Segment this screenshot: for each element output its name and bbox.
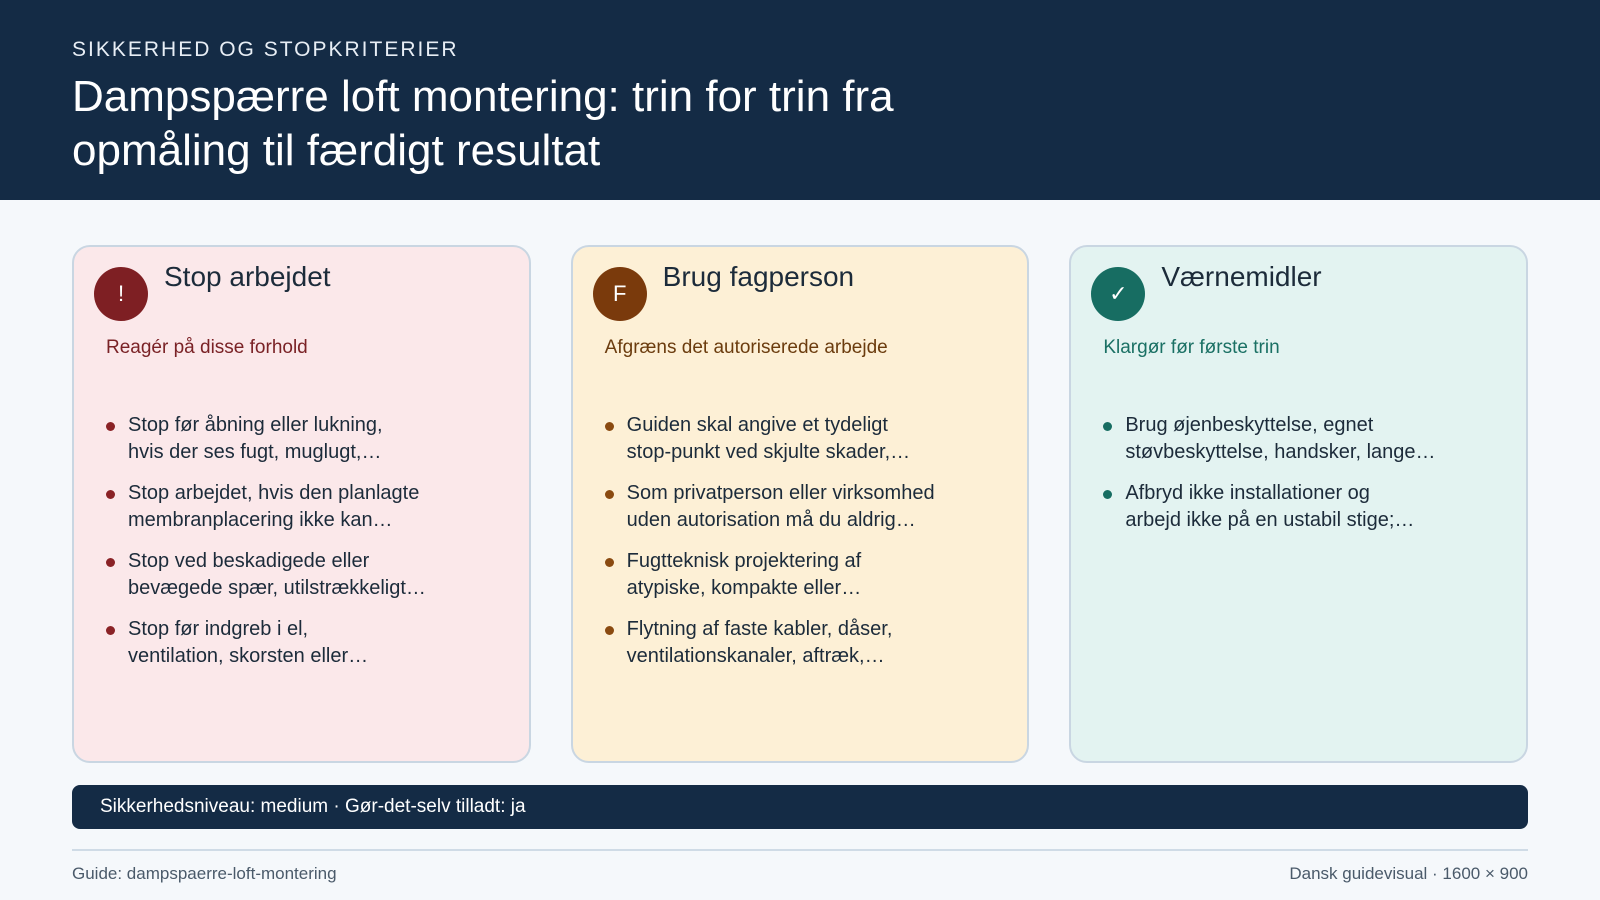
- list-item: [106, 412, 505, 466]
- list-item-line: Som privatperson eller virksomhed: [626, 482, 935, 504]
- letter-f-icon: F: [593, 267, 647, 321]
- card-subtitle: Reagér på disse forhold: [106, 337, 308, 358]
- bullet-dot-icon: [605, 490, 614, 499]
- bullet-dot-icon: [605, 558, 614, 567]
- cards-row: [72, 245, 1528, 763]
- list-item: [605, 480, 1004, 534]
- list-item-line: membranplacering ikke kan…: [128, 509, 393, 531]
- list-item-line: Guiden skal angive et tydeligt: [626, 414, 888, 436]
- card-subtitle: Klargør før første trin: [1103, 337, 1280, 358]
- list-item: [106, 480, 505, 534]
- checkmark-icon: ✓: [1091, 267, 1145, 321]
- bullet-dot-icon: [106, 422, 115, 431]
- list-item-line: Stop før åbning eller lukning,: [128, 414, 383, 436]
- list-item-line: Afbryd ikke installationer og: [1125, 482, 1370, 504]
- list-item: [106, 548, 505, 602]
- page-title: [72, 70, 972, 178]
- list-item-line: Stop ved beskadigede eller: [128, 550, 370, 572]
- bullet-dot-icon: [106, 490, 115, 499]
- footer-divider: [72, 849, 1528, 851]
- bullet-dot-icon: [605, 626, 614, 635]
- list-item: [1103, 412, 1502, 466]
- list-item-line: bevægede spær, utilstrækkeligt…: [128, 577, 426, 599]
- card-protective-equipment: [1069, 245, 1528, 763]
- list-item-line: støvbeskyttelse, handsker, lange…: [1125, 441, 1436, 463]
- header-banner: [0, 0, 1600, 200]
- list-item-line: Fugtteknisk projektering af: [626, 550, 862, 572]
- card-title: Stop arbejdet: [164, 261, 331, 292]
- page-title-line-1: Dampspærre loft montering: trin for trin fra: [72, 72, 894, 121]
- list-item-line: stop-punkt ved skjulte skader,…: [626, 441, 911, 463]
- bullet-list: [1103, 412, 1502, 548]
- footer-meta-label: Dansk guidevisual · 1600 × 900: [1289, 864, 1528, 883]
- bullet-dot-icon: [605, 422, 614, 431]
- list-item: [1103, 480, 1502, 534]
- list-item: [605, 616, 1004, 670]
- list-item-line: Brug øjenbeskyttelse, egnet: [1125, 414, 1374, 436]
- list-item-line: ventilation, skorsten eller…: [128, 645, 369, 667]
- card-title: Brug fagperson: [662, 261, 855, 292]
- bullet-dot-icon: [1103, 490, 1112, 499]
- list-item-line: atypiske, kompakte eller…: [626, 577, 862, 599]
- list-item-line: Stop arbejdet, hvis den planlagte: [128, 482, 420, 504]
- bullet-list: [605, 412, 1004, 684]
- status-bar: Sikkerhedsniveau: medium · Gør-det-selv tilladt: ja: [72, 785, 1528, 829]
- list-item: [106, 616, 505, 670]
- list-item-line: ventilationskanaler, aftræk,…: [626, 645, 885, 667]
- card-stop-work: [72, 245, 531, 763]
- list-item-line: hvis der ses fugt, muglugt,…: [128, 441, 382, 463]
- list-item-line: Stop før indgreb i el,: [128, 618, 309, 640]
- list-item-line: arbejd ikke på en ustabil stige;…: [1125, 509, 1415, 531]
- card-title: Værnemidler: [1161, 261, 1322, 292]
- list-item-line: Flytning af faste kabler, dåser,: [626, 618, 893, 640]
- page-title-line-2: opmåling til færdigt resultat: [72, 126, 601, 175]
- bullet-dot-icon: [106, 626, 115, 635]
- eyebrow-label: SIKKERHED OG STOPKRITERIER: [72, 38, 459, 61]
- list-item: [605, 548, 1004, 602]
- list-item: [605, 412, 1004, 466]
- footer-guide-label: Guide: dampspaerre-loft-montering: [72, 864, 337, 883]
- card-subtitle: Afgræns det autoriserede arbejde: [604, 337, 888, 358]
- list-item-line: uden autorisation må du aldrig…: [626, 509, 916, 531]
- exclamation-icon: !: [94, 267, 148, 321]
- bullet-dot-icon: [1103, 422, 1112, 431]
- bullet-list: [106, 412, 505, 684]
- card-use-professional: [571, 245, 1030, 763]
- bullet-dot-icon: [106, 558, 115, 567]
